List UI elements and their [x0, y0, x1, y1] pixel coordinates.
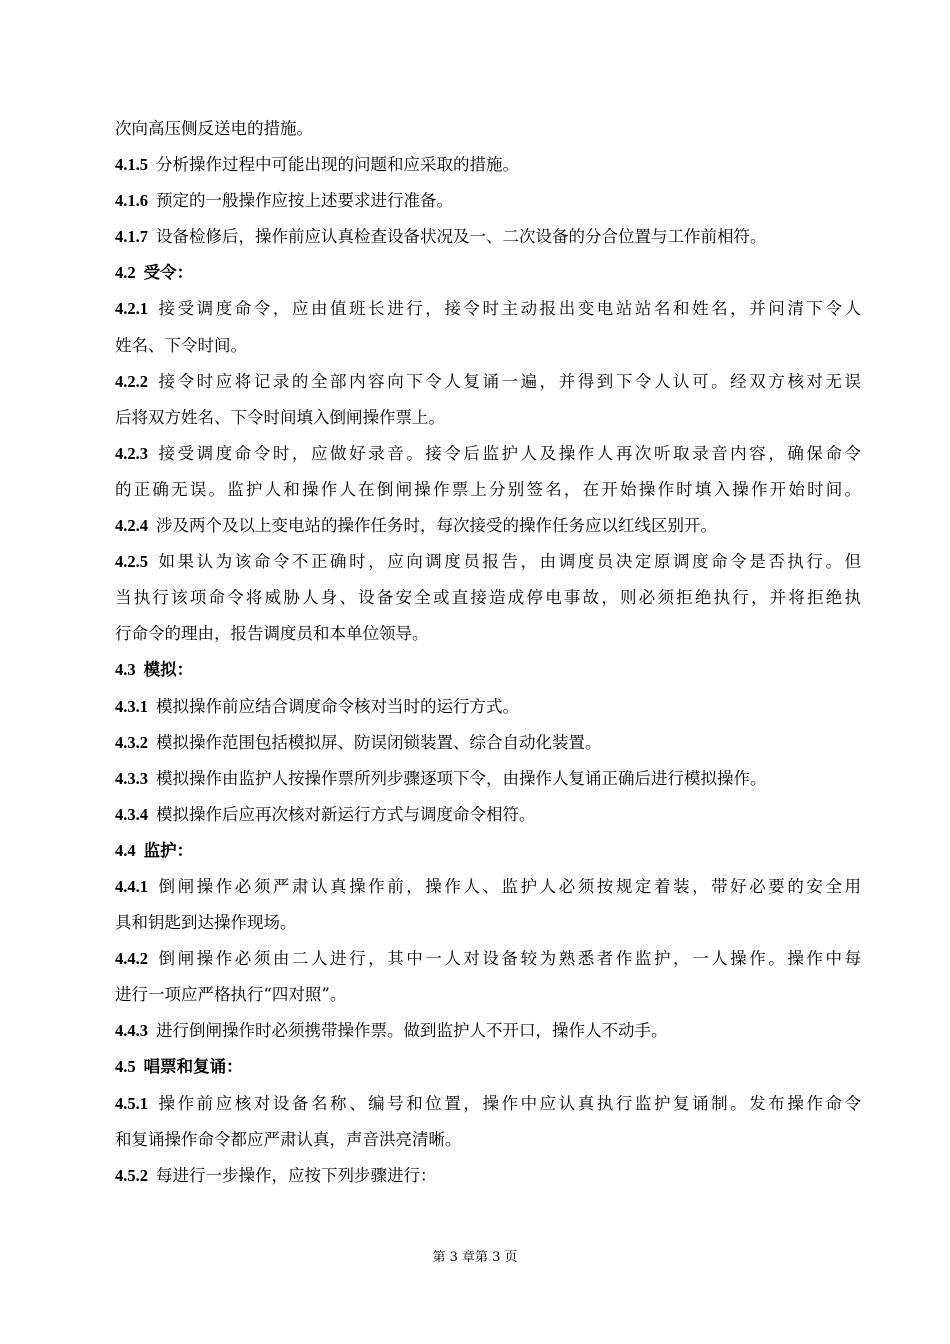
clause-number: 4.4.2 [115, 949, 148, 969]
line-text: 分析操作过程中可能出现的问题和应采取的措施。 [156, 155, 519, 175]
line-text: 预定的一般操作应按上述要求进行准备。 [156, 191, 453, 211]
clause-4-1-5 [115, 147, 861, 183]
clause-number: 4.2.1 [115, 299, 148, 319]
clause-number: 4.3.4 [115, 804, 148, 824]
clause-4-3-3 [115, 761, 861, 797]
section-number: 4.2 [115, 263, 136, 283]
clause-number: 4.5.2 [115, 1165, 148, 1185]
line-text: 进行倒闸操作时必须携带操作票。做到监护人不开口，操作人不动手。 [156, 1021, 668, 1041]
clause-number: 4.1.7 [115, 227, 148, 247]
line-text: 倒闸操作必须严肃认真操作前，操作人、监护人必须按规定着装，带好必要的安全用 [156, 876, 861, 896]
clause-4-5-2 [115, 1158, 861, 1194]
clause-4-3-2 [115, 725, 861, 761]
document-body [115, 111, 861, 1194]
clause-4-3-4 [115, 797, 861, 833]
clause-4-2-2 [115, 364, 861, 400]
line-text: 进行一项应严格执行“四对照”。 [115, 985, 347, 1005]
clause-number: 4.2.4 [115, 516, 148, 536]
paragraph-line [115, 580, 861, 616]
paragraph-line [115, 977, 861, 1013]
section-title: 监护： [143, 840, 194, 860]
clause-4-2-1 [115, 291, 861, 327]
line-text: 具和钥匙到达操作现场。 [115, 913, 297, 933]
clause-number: 4.2.3 [115, 443, 148, 463]
paragraph-line [115, 111, 861, 147]
section-number: 4.4 [115, 840, 136, 860]
line-text: 当执行该项命令将威胁人身、设备安全或直接造成停电事故，则必须拒绝执行，并将拒绝执 [115, 588, 861, 608]
clause-4-3-1 [115, 689, 861, 725]
line-text: 接令时应将记录的全部内容向下令人复诵一遍，并得到下令人认可。经双方核对无误 [156, 371, 861, 391]
line-text: 姓名、下令时间。 [115, 335, 247, 355]
clause-number: 4.2.2 [115, 371, 148, 391]
line-text: 的正确无误。监护人和操作人在倒闸操作票上分别签名，在开始操作时填入操作开始时间。 [115, 479, 861, 499]
clause-4-5-1 [115, 1086, 861, 1122]
section-heading-4-3 [115, 652, 861, 688]
clause-number: 4.1.6 [115, 191, 148, 211]
clause-4-4-2 [115, 941, 861, 977]
line-text: 设备检修后，操作前应认真检查设备状况及一、二次设备的分合位置与工作前相符。 [156, 227, 767, 247]
clause-number: 4.5.1 [115, 1093, 148, 1113]
line-text: 模拟操作范围包括模拟屏、防误闭锁装置、综合自动化装置。 [156, 732, 602, 752]
clause-number: 4.4.1 [115, 876, 148, 896]
clause-number: 4.4.3 [115, 1021, 148, 1041]
line-text: 后将双方姓名、下令时间填入倒闸操作票上。 [115, 407, 445, 427]
line-text: 倒闸操作必须由二人进行，其中一人对设备较为熟悉者作监护，一人操作。操作中每 [156, 949, 861, 969]
line-text: 操作前应核对设备名称、编号和位置，操作中应认真执行监护复诵制。发布操作命令 [156, 1093, 861, 1113]
paragraph-line [115, 616, 861, 652]
line-text: 涉及两个及以上变电站的操作任务时，每次接受的操作任务应以红线区别开。 [156, 516, 717, 536]
paragraph-line [115, 905, 861, 941]
clause-number: 4.2.5 [115, 552, 148, 572]
line-text: 如果认为该命令不正确时，应向调度员报告，由调度员决定原调度命令是否执行。但 [156, 552, 861, 572]
clause-number: 4.3.3 [115, 768, 148, 788]
paragraph-line [115, 1122, 861, 1158]
line-text: 每进行一步操作，应按下列步骤进行： [156, 1165, 437, 1185]
section-heading-4-5 [115, 1049, 861, 1085]
line-text: 模拟操作后应再次核对新运行方式与调度命令相符。 [156, 804, 536, 824]
section-title: 模拟： [143, 660, 194, 680]
line-text: 行命令的理由，报告调度员和本单位领导。 [115, 624, 429, 644]
line-text: 模拟操作前应结合调度命令核对当时的运行方式。 [156, 696, 519, 716]
clause-4-4-1 [115, 869, 861, 905]
line-text: 接受调度命令时，应做好录音。接令后监护人及操作人再次听取录音内容，确保命令 [156, 443, 861, 463]
clause-4-4-3 [115, 1013, 861, 1049]
line-text: 接受调度命令，应由值班长进行，接令时主动报出变电站站名和姓名，并问清下令人 [156, 299, 861, 319]
section-heading-4-4 [115, 833, 861, 869]
page-footer: 第 3 章第 3 页 [432, 1250, 518, 1265]
paragraph-line [115, 328, 861, 364]
line-text: 次向高压侧反送电的措施。 [115, 119, 313, 138]
section-title: 受令： [143, 263, 194, 283]
section-title: 唱票和复诵： [143, 1057, 243, 1077]
line-text: 和复诵操作命令都应严肃认真，声音洪亮清晰。 [115, 1129, 462, 1149]
clause-number: 4.1.5 [115, 155, 148, 175]
section-number: 4.3 [115, 660, 136, 680]
section-number: 4.5 [115, 1057, 136, 1077]
clause-number: 4.3.1 [115, 696, 148, 716]
clause-4-2-4 [115, 508, 861, 544]
clause-4-2-3 [115, 436, 861, 472]
section-heading-4-2 [115, 255, 861, 291]
clause-4-1-6 [115, 183, 861, 219]
paragraph-line [115, 400, 861, 436]
paragraph-line [115, 472, 861, 508]
clause-4-1-7 [115, 219, 861, 255]
line-text: 模拟操作由监护人按操作票所列步骤逐项下令，由操作人复诵正确后进行模拟操作。 [156, 768, 767, 788]
clause-4-2-5 [115, 544, 861, 580]
clause-number: 4.3.2 [115, 732, 148, 752]
